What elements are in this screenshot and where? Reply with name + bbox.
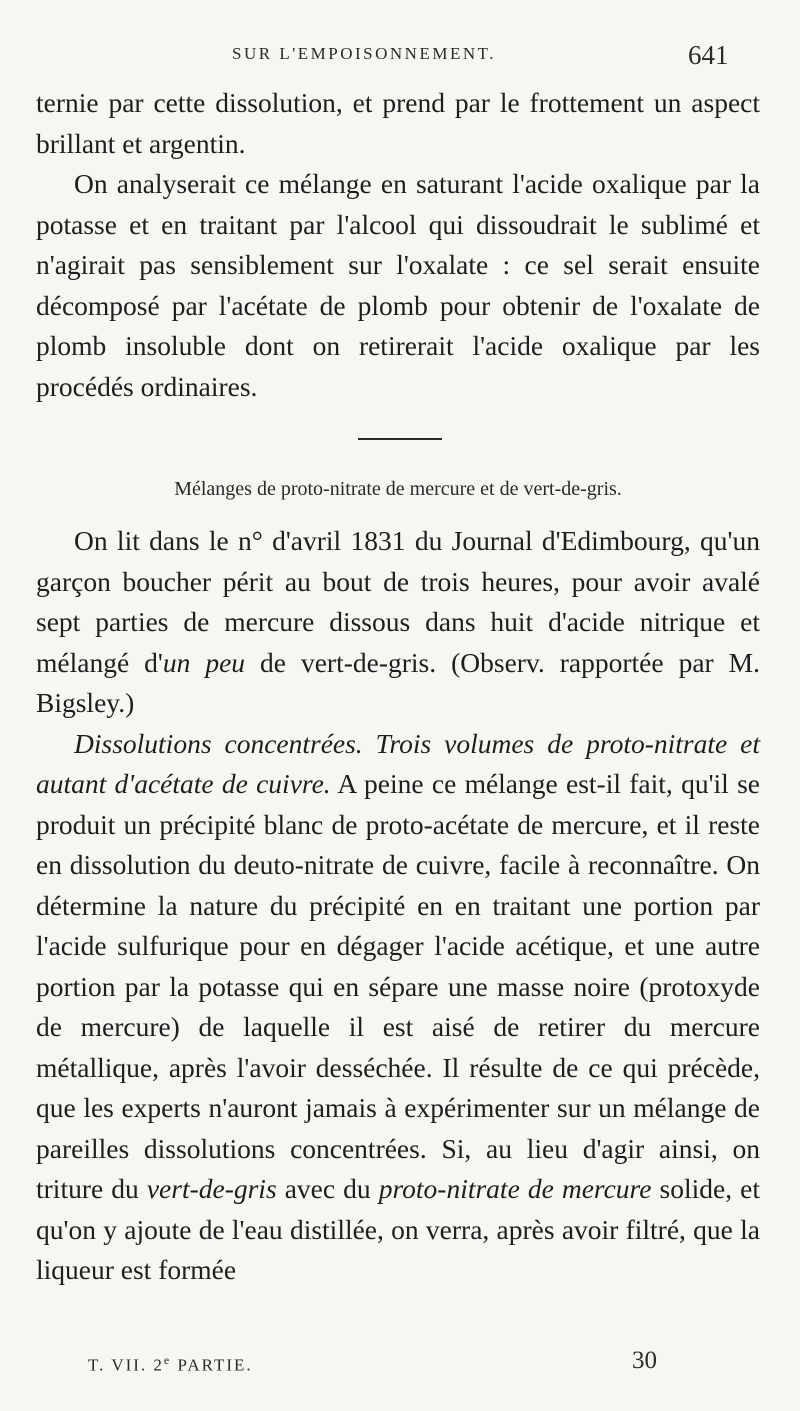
page-number: 641 [688,40,729,70]
signature-superscript: e [163,1353,172,1367]
paragraph-journal-report [36,521,760,724]
italic-run: un peu [162,646,246,678]
sheet-number: 30 [632,1347,657,1374]
page-header [0,40,800,80]
italic-run: proto-nitrate de mercure [378,1173,652,1204]
section-divider [358,438,442,440]
text-run: avec du [276,1173,379,1204]
text-run: A peine ce mélange est-il fait, qu'il se produit un précipité blanc de proto-acétate de mercure, et il reste en dissolution du deuto-nitrate de cuivre, facile à reconnaître. On détermine la nature du précipité en en traitant une portion par l'acide sulfurique pour en dégager l'acide acétique, et une autre portion par la potasse qui en sépare une masse noire (protoxyde de mercure) de laquelle il est aisé de retirer du mercure métallique, après l'avoir desséchée. Il résulte de ce qui précède, que les experts n'auront jamais à expérimenter sur un mélange de pareilles dissolutions concentrées. Si, au lieu d'agir ainsi, on triture du [36,768,760,1204]
text-run: de vert-de-gris. (Observ. rapportée par M. Bigsley.) [36,646,760,718]
paragraph-concentrated-solutions [36,724,760,1291]
italic-run: Dissolutions concentrées. Trois volumes de proto-nitrate et autant d'acétate de cuivre. [36,727,760,799]
signature-text-end: PARTIE. [171,1355,253,1375]
text-run: On lit dans le n° d'avril 1831 du Journal d'Edimbourg, qu'un garçon boucher périt au bout de trois heures, pour avoir avalé sept parties de mercure dissous dans huit d'acide nitrique et mélangé d' [36,525,760,678]
paragraph-continuation: ternie par cette dissolution, et prend par le frottement un aspect brillant et argentin. [36,87,760,159]
text-run: solide, et qu'on y ajoute de l'eau distillée, on verra, après avoir filtré, que la liqueur est formée [36,1173,760,1285]
signature-text: T. VII. 2 [88,1355,164,1375]
section-title: Mélanges de proto-nitrate de mercure et de vert-de-gris. [174,478,622,500]
body-text-continuation [36,83,760,407]
running-head: SUR L'EMPOISONNEMENT. [232,44,496,63]
section-body [36,521,760,1291]
paragraph-analysis: On analyserait ce mélange en saturant l'acide oxalique par la potasse et en traitant par l'alcool qui dissoudrait le sublimé et n'agirait pas sensiblement sur l'oxalate : ce sel serait ensuite décomposé par l'acétate de plomb pour obtenir de l'oxalate de plomb insoluble dont on retirerait l'acide oxalique par les procédés ordinaires. [36,168,760,402]
page-footer [0,1347,800,1387]
italic-run: vert-de-gris [146,1173,277,1204]
signature-mark [88,1353,253,1376]
